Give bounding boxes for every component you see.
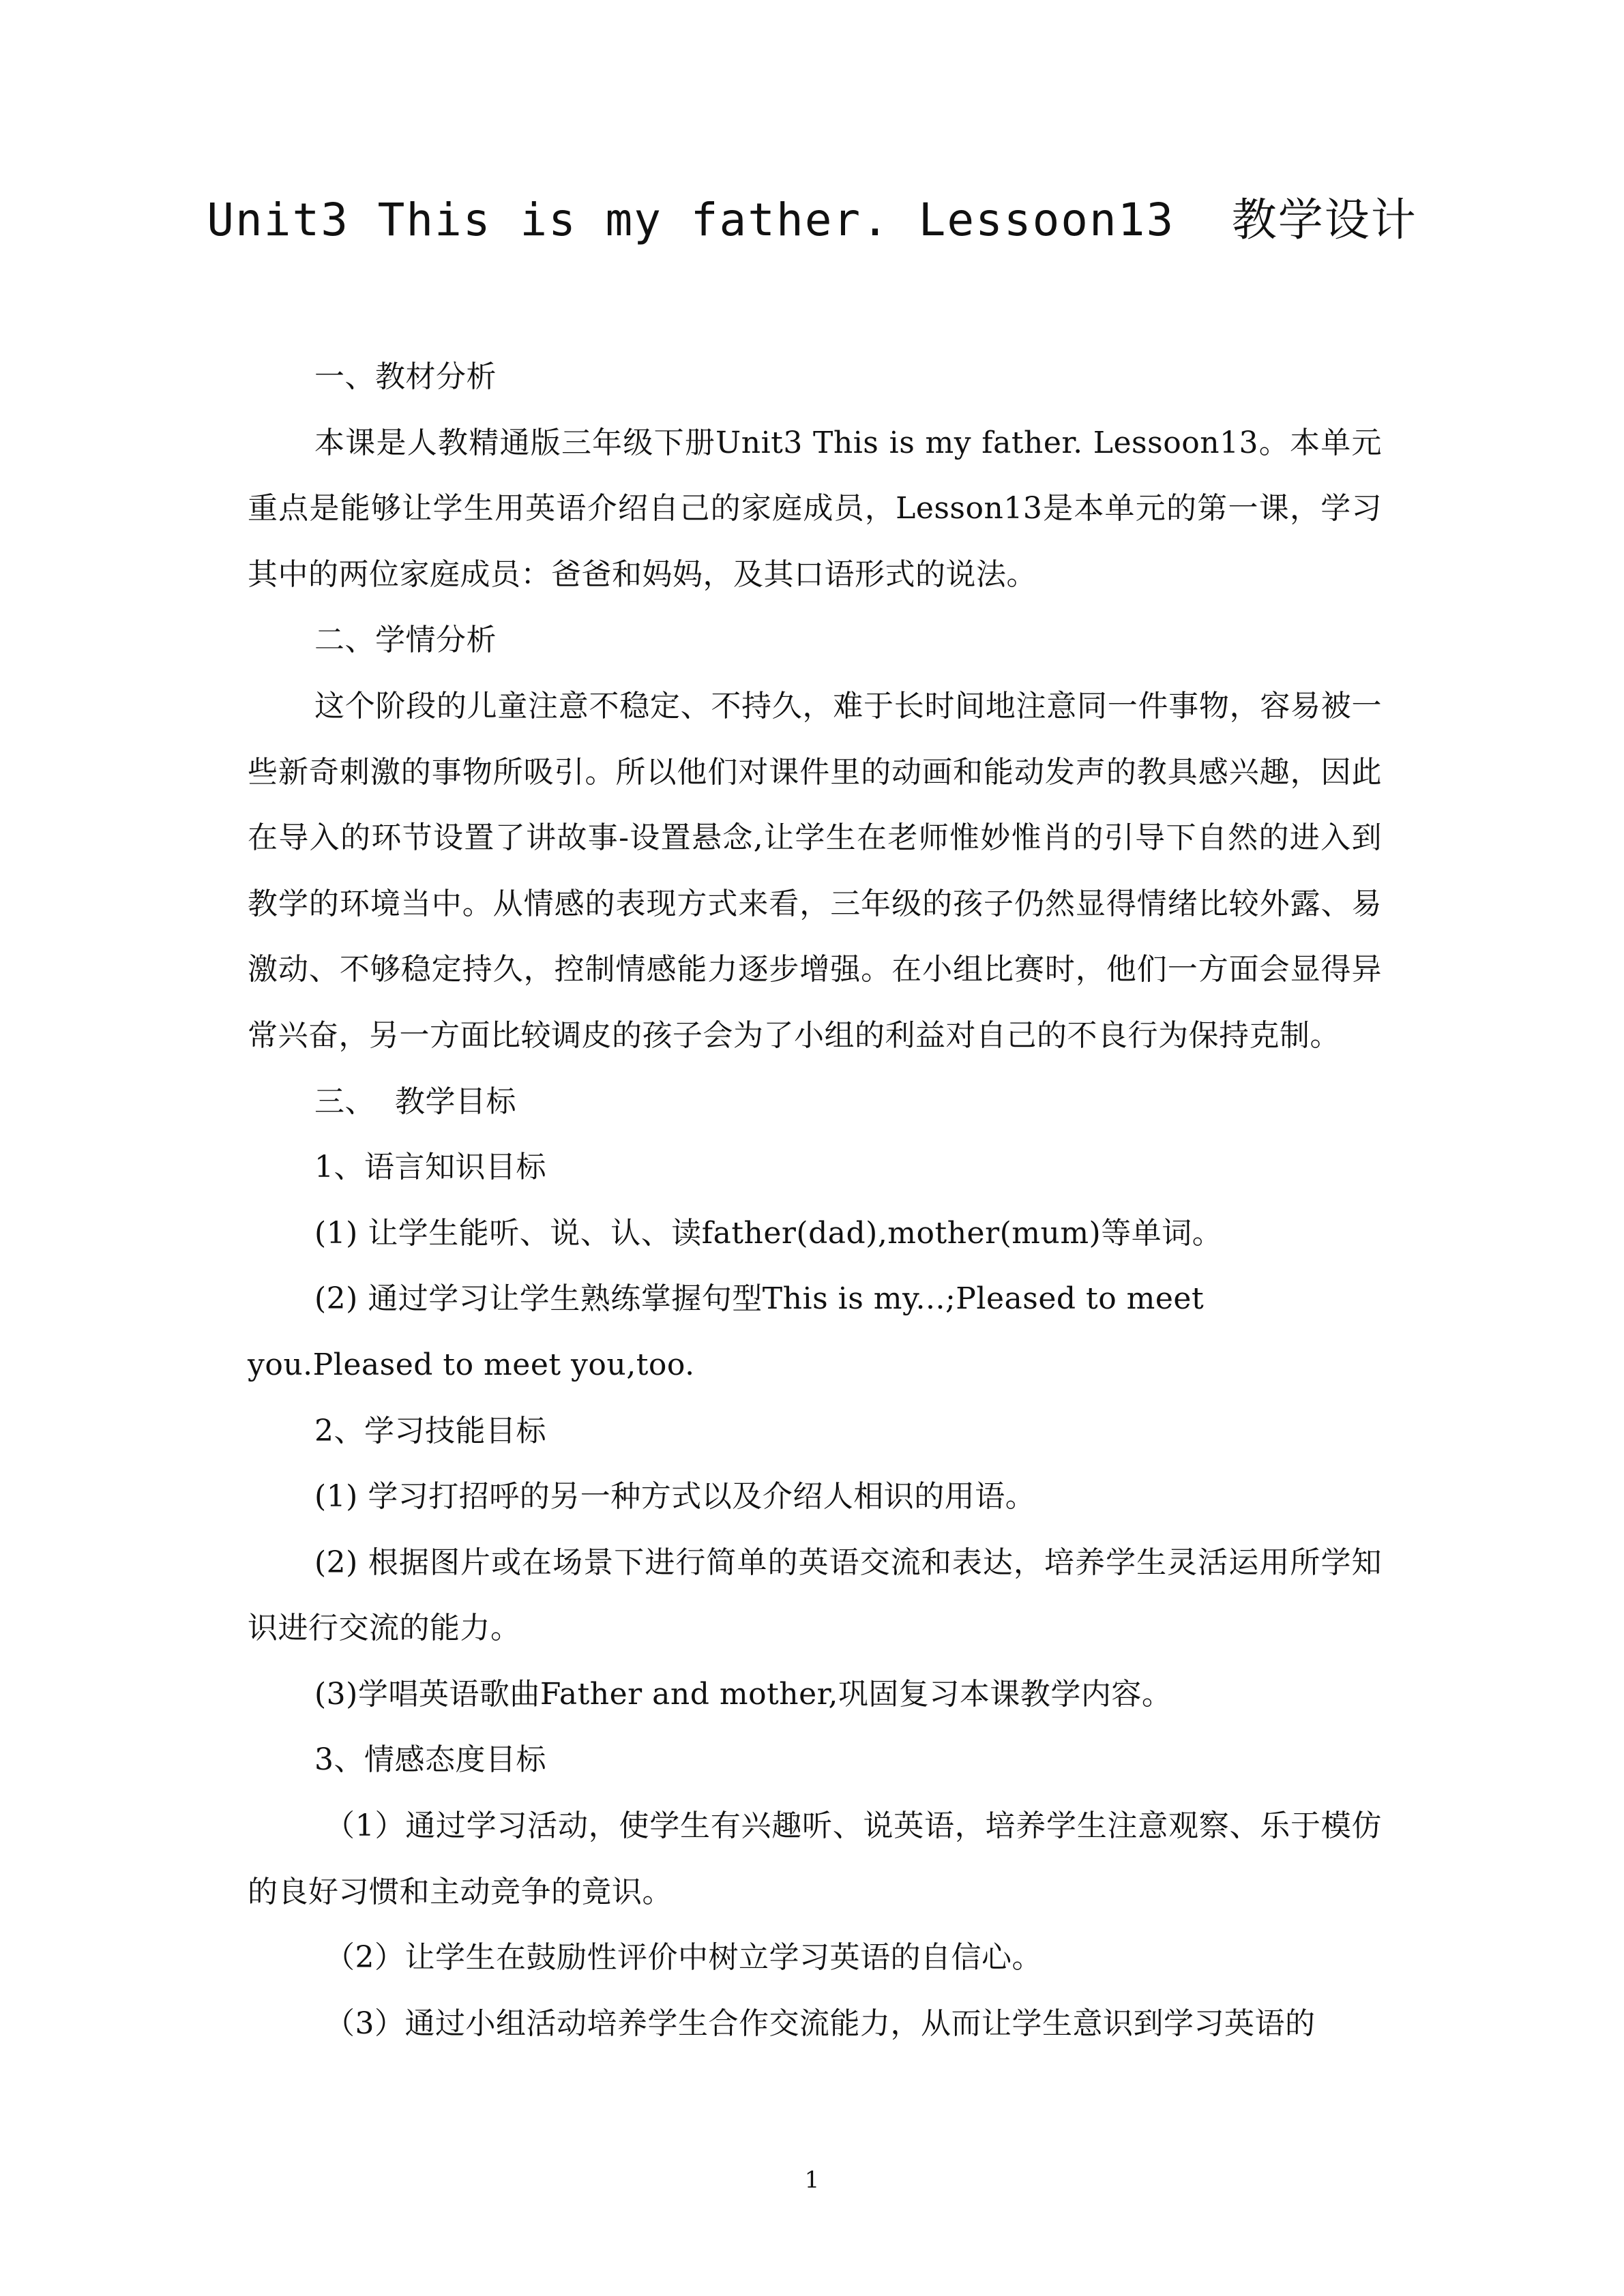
list-item-skills-3: (3)学唱英语歌曲Father and mother,巩固复习本课教学内容。	[314, 1676, 1172, 1712]
document-title: Unit3 This is my father. Lessoon13 教学设计	[207, 194, 1417, 246]
section-heading-learner-analysis: 二、学情分析	[314, 623, 497, 658]
list-item-emotion-3: （3）通过小组活动培养学生合作交流能力，从而让学生意识到学习英语的	[325, 2006, 1316, 2041]
list-item-emotion-1: （1）通过学习活动，使学生有兴趣听、说英语，培养学生注意观察、乐于模仿的良好习惯和主动竞争的竟识。	[248, 1808, 1382, 1909]
subheading-language-knowledge: 1、语言知识目标	[314, 1150, 546, 1185]
list-item-language-1: (1) 让学生能听、说、认、读father(dad),mother(mum)等单词。	[314, 1215, 1223, 1251]
paragraph-learner-analysis: 这个阶段的儿童注意不稳定、不持久，难于长时间地注意同一件事物，容易被一些新奇刺激的事物所吸引。所以他们对课件里的动画和能动发声的教具感兴趣，因此在导入的环节设置了讲故事-设置悬念,让学生在老师惟妙惟肖的引导下自然的进入到教学的环境当中。从情感的表现方式来看，三年级的孩子仍然显得情绪比较外露、易激动、不够稳定持久，控制情感能力逐步增强。在小组比赛时，他们一方面会显得异常兴奋，另一方面比较调皮的孩子会为了小组的利益对自己的不良行为保持克制。	[248, 688, 1382, 1053]
list-item-emotion-2: （2）让学生在鼓励性评价中树立学习英语的自信心。	[325, 1940, 1042, 1976]
subheading-learning-skills: 2、学习技能目标	[314, 1413, 546, 1448]
list-item-skills-1: (1) 学习打招呼的另一种方式以及介绍人相识的用语。	[314, 1479, 1036, 1515]
section-heading-teaching-objectives: 三、 教学目标	[314, 1084, 516, 1119]
subheading-emotional-attitude: 3、情感态度目标	[314, 1742, 546, 1778]
list-item-skills-2: (2) 根据图片或在场景下进行简单的英语交流和表达，培养学生灵活运用所学知识进行交流的能力。	[248, 1545, 1382, 1646]
document-body	[248, 344, 1382, 2057]
list-item-language-2-continued: you.Pleased to meet you,too.	[248, 1347, 695, 1382]
list-item-language-2: (2) 通过学习让学生熟练掌握句型This is my...;Pleased to meet	[314, 1281, 1205, 1317]
section-heading-textbook-analysis: 一、教材分析	[314, 359, 497, 394]
paragraph-textbook-analysis: 本课是人教精通版三年级下册Unit3 This is my father. Lessoon13。本单元重点是能够让学生用英语介绍自己的家庭成员，Lesson13是本单元的第一课，学习其中的两位家庭成员：爸爸和妈妈，及其口语形式的说法。	[248, 425, 1382, 592]
page-number: 1	[804, 2166, 820, 2194]
